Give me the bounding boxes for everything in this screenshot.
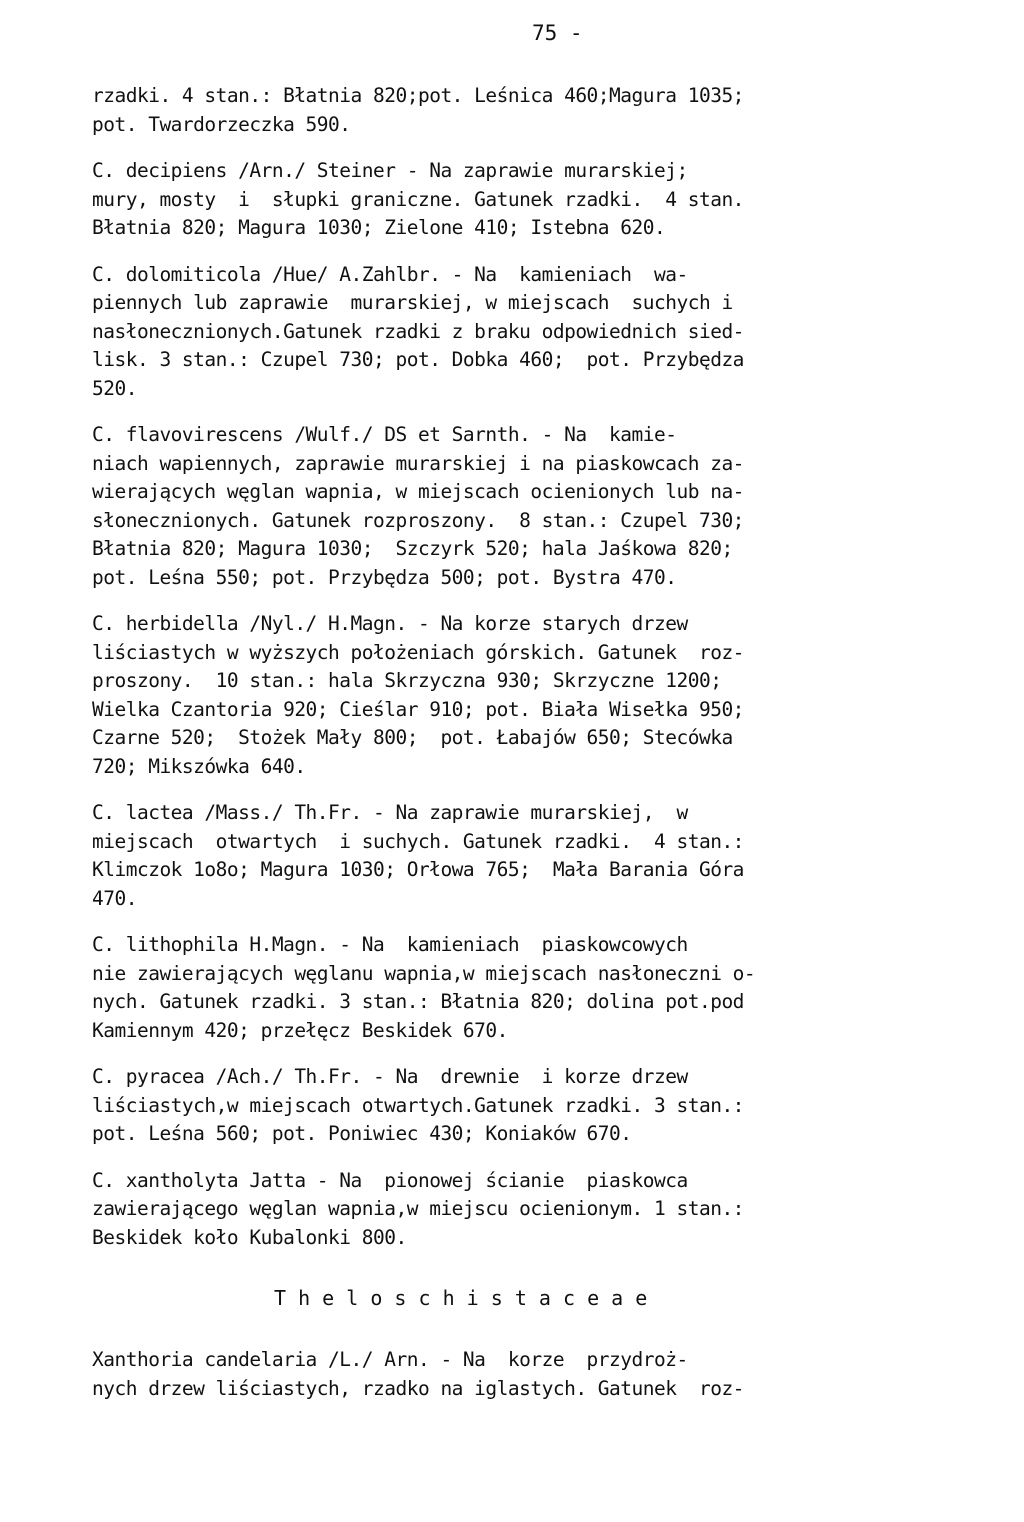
text-line: niach wapiennych, zaprawie murarskiej i na piaskowcach za-: [92, 451, 744, 475]
text-line: nasłonecznionych.Gatunek rzadki z braku odpowiednich sied-: [92, 319, 744, 343]
species-entry-lactea: [92, 799, 942, 913]
text-line: zawierającego węglan wapnia,w miejscu ocienionym. 1 stan.:: [92, 1197, 744, 1220]
text-line: lisk. 3 stan.: Czupel 730; pot. Dobka 460; pot. Przybędza: [92, 348, 744, 371]
species-entry-continued: [92, 82, 942, 139]
text-line: liściastych w wyższych położeniach górskich. Gatunek roz-: [92, 640, 744, 664]
text-line: Błatnia 820; Magura 1030; Szczyrk 520; hala Jaśkowa 820;: [92, 537, 733, 560]
text-line: słonecznionych. Gatunek rozproszony. 8 stan.: Czupel 730;: [92, 508, 744, 532]
text-line: pot. Leśna 550; pot. Przybędza 500; pot. Bystra 470.: [92, 565, 677, 589]
text-line: Xanthoria candelaria /L./ Arn. - Na korze przydroż-: [92, 1348, 688, 1371]
text-line: C. lactea /Mass./ Th.Fr. - Na zaprawie murarskiej, w: [92, 801, 688, 824]
species-entry-herbidella: [92, 610, 942, 781]
text-line: 520.: [92, 376, 137, 400]
text-line: Błatnia 820; Magura 1030; Zielone 410; Istebna 620.: [92, 216, 666, 239]
text-line: C. flavovirescens /Wulf./ DS et Sarnth. - Na kamie-: [92, 423, 677, 446]
text-line: pot. Twardorzeczka 590.: [92, 112, 351, 136]
family-heading: T h e l o s c h i s t a c e a e: [274, 1286, 648, 1310]
text-line: nych drzew liściastych, rzadko na iglastych. Gatunek roz-: [92, 1376, 744, 1400]
text-line: Beskidek koło Kubalonki 800.: [92, 1225, 407, 1249]
species-entry-decipiens: [92, 157, 942, 243]
text-line: Kamiennym 420; przełęcz Beskidek 670.: [92, 1018, 508, 1042]
species-entry-flavovirescens: [92, 421, 942, 592]
species-entry-dolomiticola: [92, 261, 942, 404]
text-line: nie zawierających węglanu wapnia,w miejscach nasłoneczni o-: [92, 961, 756, 985]
text-line: proszony. 10 stan.: hala Skrzyczna 930; Skrzyczne 1200;: [92, 669, 722, 692]
text-line: miejscach otwartych i suchych. Gatunek rzadki. 4 stan.:: [92, 829, 744, 853]
text-line: C. lithophila H.Magn. - Na kamieniach piaskowcowych: [92, 933, 688, 956]
text-line: C. dolomiticola /Hue/ A.Zahlbr. - Na kamieniach wa-: [92, 262, 688, 286]
text-line: pot. Leśna 560; pot. Poniwiec 430; Koniaków 670.: [92, 1122, 632, 1145]
text-line: C. decipiens /Arn./ Steiner - Na zaprawie murarskiej;: [92, 159, 688, 182]
text-line: C. herbidella /Nyl./ H.Magn. - Na korze starych drzew: [92, 612, 688, 635]
text-line: piennych lub zaprawie murarskiej, w miejscach suchych i: [92, 291, 733, 314]
text-line: rzadki. 4 stan.: Błatnia 820;pot. Leśnica 460;Magura 1035;: [92, 84, 744, 107]
text-line: mury, mosty i słupki graniczne. Gatunek rzadki. 4 stan.: [92, 187, 744, 211]
text-line: Wielka Czantoria 920; Cieślar 910; pot. Biała Wisełka 950;: [92, 697, 744, 721]
species-entry-pyracea: [92, 1063, 942, 1149]
species-entry-xanthoria-candelaria: [92, 1346, 942, 1403]
page-number: 75 -: [532, 21, 583, 45]
text-line: wierających węglan wapnia, w miejscach ocienionych lub na-: [92, 480, 744, 503]
text-line: 720; Mikszówka 640.: [92, 754, 306, 778]
text-line: Czarne 520; Stożek Mały 800; pot. Łabajów 650; Stecówka: [92, 726, 733, 749]
text-line: C. pyracea /Ach./ Th.Fr. - Na drewnie i korze drzew: [92, 1065, 688, 1088]
text-line: nych. Gatunek rzadki. 3 stan.: Błatnia 820; dolina pot.pod: [92, 990, 744, 1013]
text-line: liściastych,w miejscach otwartych.Gatunek rzadki. 3 stan.:: [92, 1093, 744, 1117]
text-line: C. xantholyta Jatta - Na pionowej ścianie piaskowca: [92, 1168, 688, 1192]
species-entry-lithophila: [92, 931, 942, 1045]
text-line: 470.: [92, 886, 137, 910]
text-line: Klimczok 1o8o; Magura 1030; Orłowa 765; Mała Barania Góra: [92, 858, 744, 881]
species-entry-xantholyta: [92, 1167, 942, 1253]
text-body: [92, 82, 942, 1421]
